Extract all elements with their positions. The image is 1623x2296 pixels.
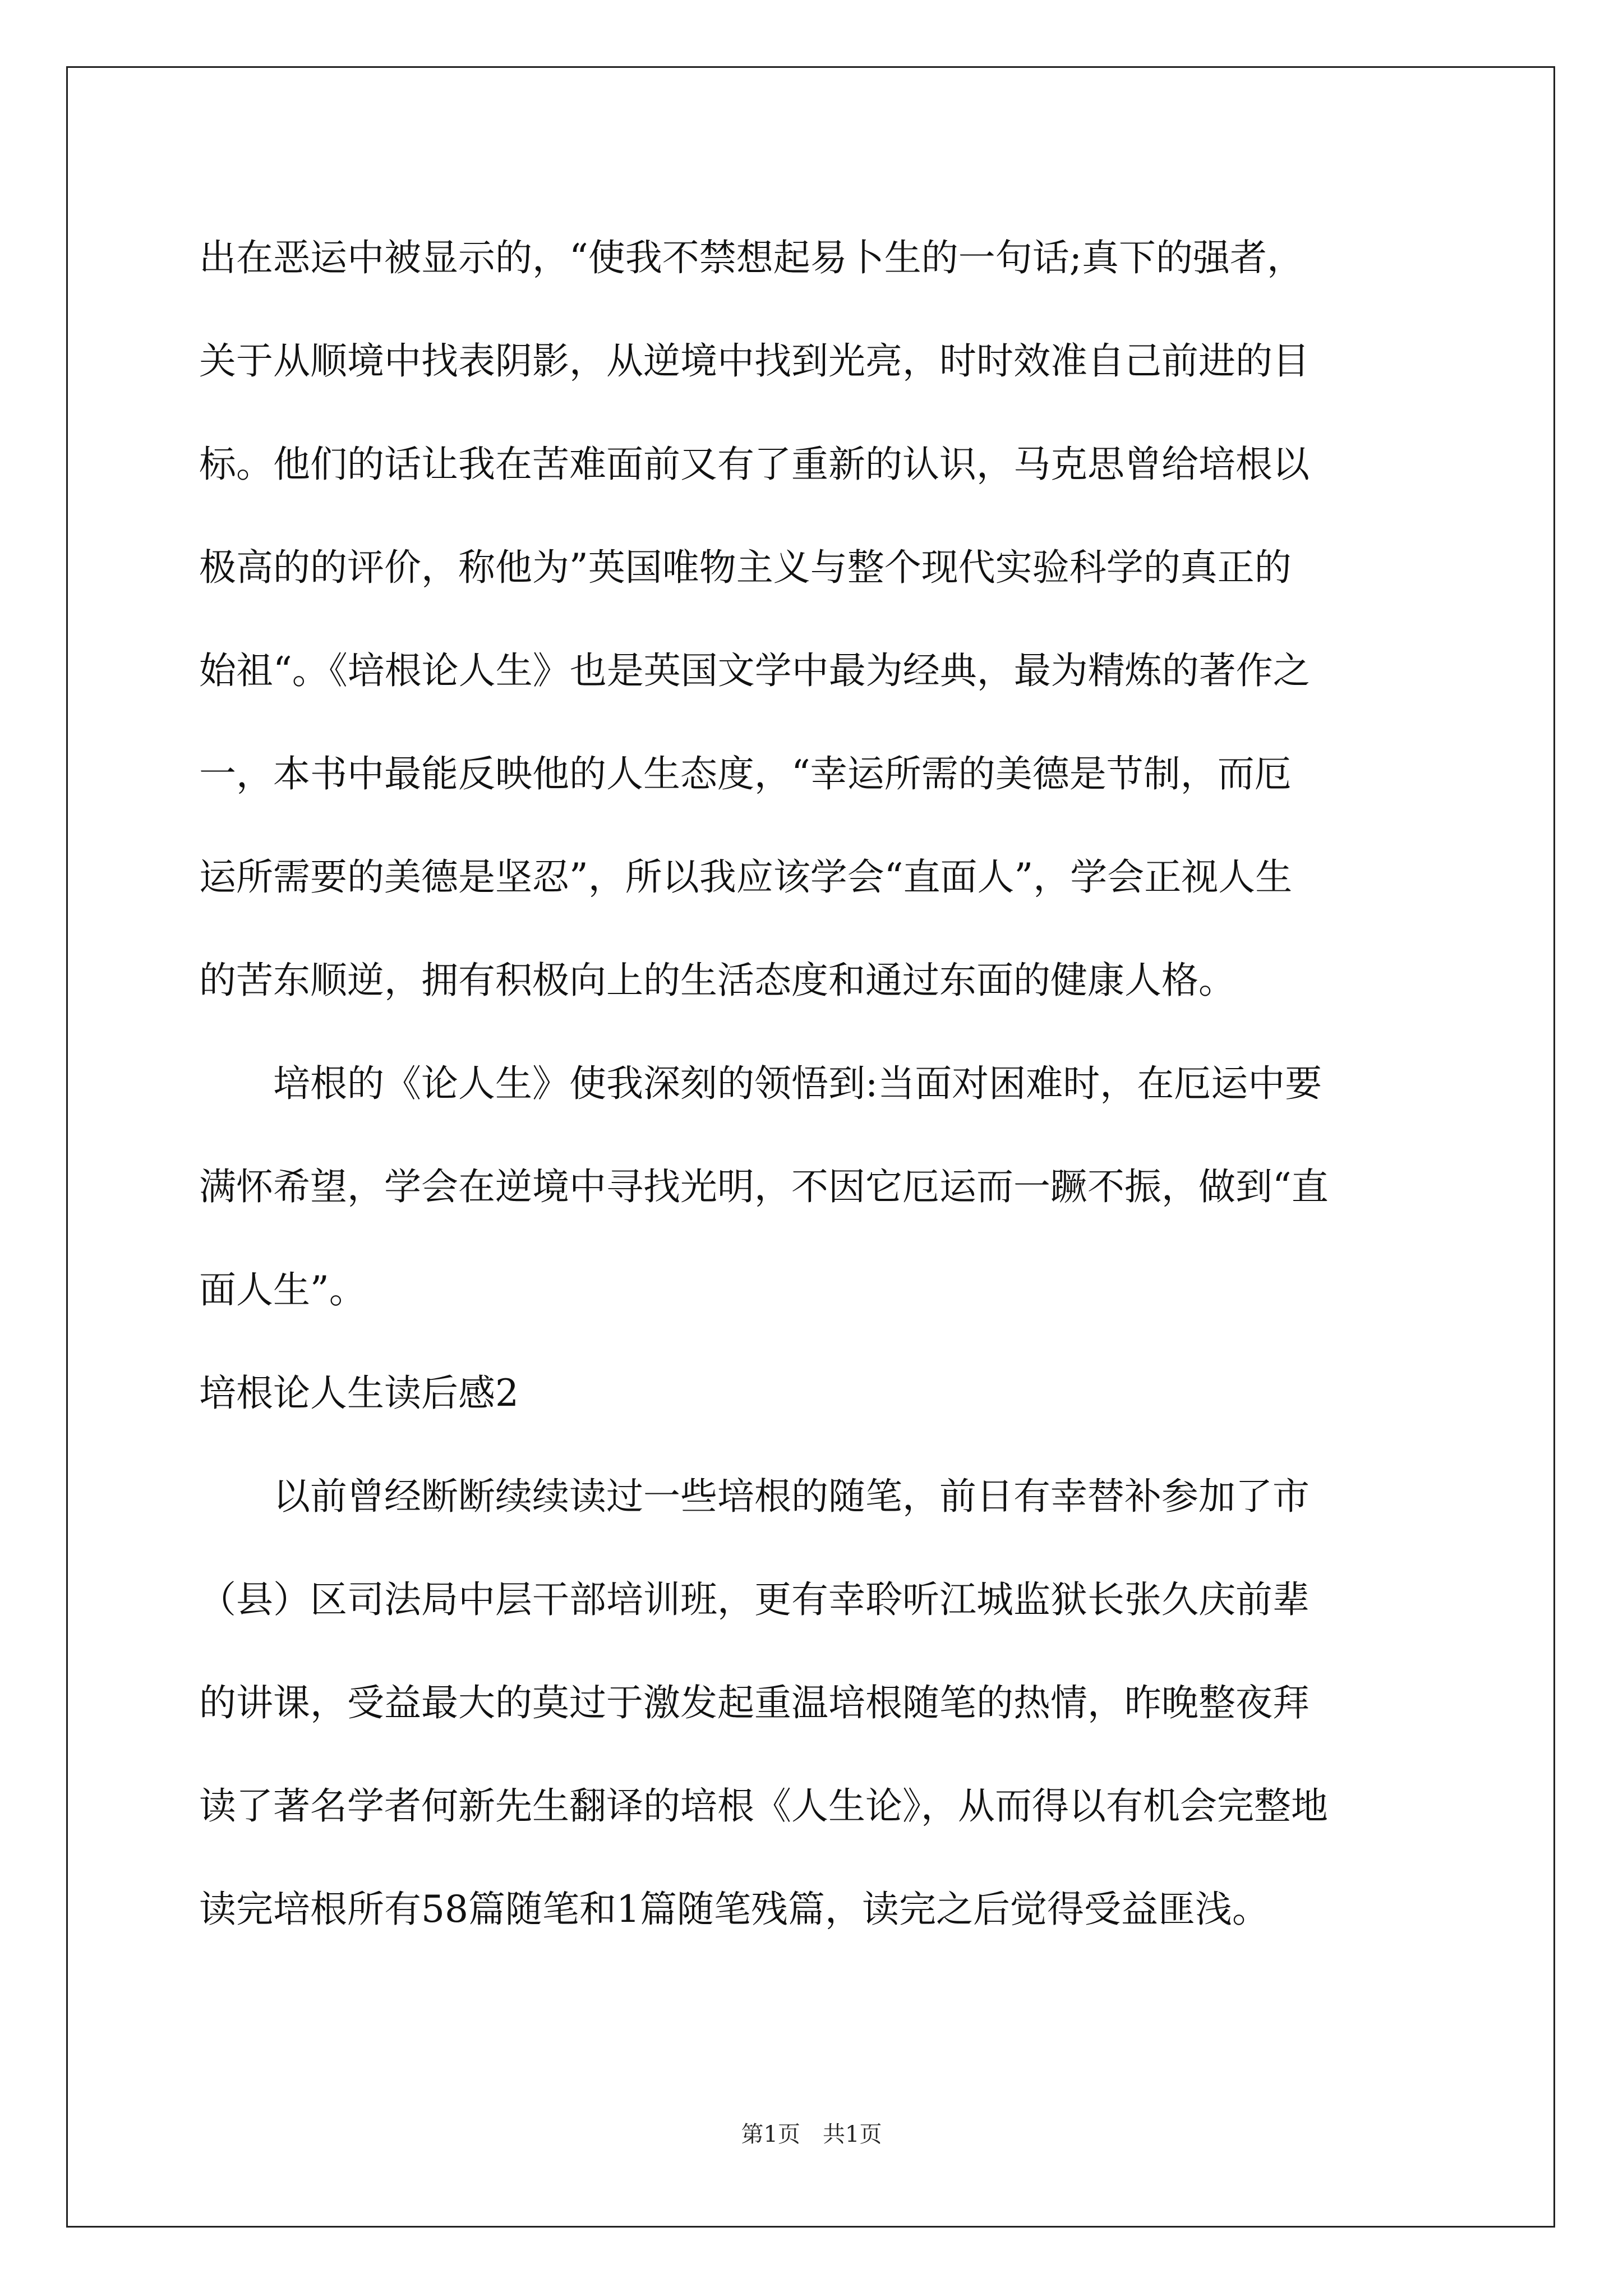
text-line: 培根的《论人生》使我深刻的领悟到:当面对困难时，在厄运中要	[199, 1062, 1322, 1105]
text-line: 的讲课，受益最大的莫过于激发起重温培根随笔的热情，昨晚整夜拜	[199, 1681, 1310, 1724]
text-line: 关于从顺境中找表阴影，从逆境中找到光亮，时时效准自己前进的目	[199, 339, 1310, 383]
page-footer: 第1页 共1页	[741, 2122, 882, 2147]
text-line: 的苦东顺逆，拥有积极向上的生活态度和通过东面的健康人格。	[199, 959, 1235, 1002]
text-line: 一，本书中最能反映他的人生态度，“幸运所需的美德是节制，而厄	[199, 752, 1292, 795]
text-line: 读了著名学者何新先生翻译的培根《人生论》，从而得以有机会完整地	[199, 1784, 1328, 1828]
text-line: 以前曾经断断续续读过一些培根的随笔，前日有幸替补参加了市	[199, 1475, 1310, 1518]
text-line: 出在恶运中被显示的，“使我不禁想起易卜生的一句话;真下的强者，	[199, 236, 1304, 279]
text-line: （县）区司法局中层干部培训班，更有幸聆听江城监狱长张久庆前辈	[199, 1578, 1310, 1621]
text-line: 满怀希望，学会在逆境中寻找光明，不因它厄运而一蹶不振，做到“直	[199, 1165, 1329, 1208]
text-line: 极高的的评价，称他为”英国唯物主义与整个现代实验科学的真正的	[199, 546, 1292, 589]
text-line: 始祖“。《培根论人生》也是英国文学中最为经典，最为精炼的著作之	[199, 649, 1310, 692]
text-line: 面人生”。	[199, 1268, 366, 1312]
text-line: 运所需要的美德是坚忍”，所以我应该学会“直面人”，学会正视人生	[199, 855, 1293, 899]
text-line: 标。他们的话让我在苦难面前又有了重新的认识，马克思曾给培根以	[199, 443, 1310, 486]
text-line: 读完培根所有58篇随笔和1篇随笔残篇，读完之后觉得受益匪浅。	[199, 1888, 1269, 1931]
section-heading: 培根论人生读后感2	[199, 1372, 519, 1415]
